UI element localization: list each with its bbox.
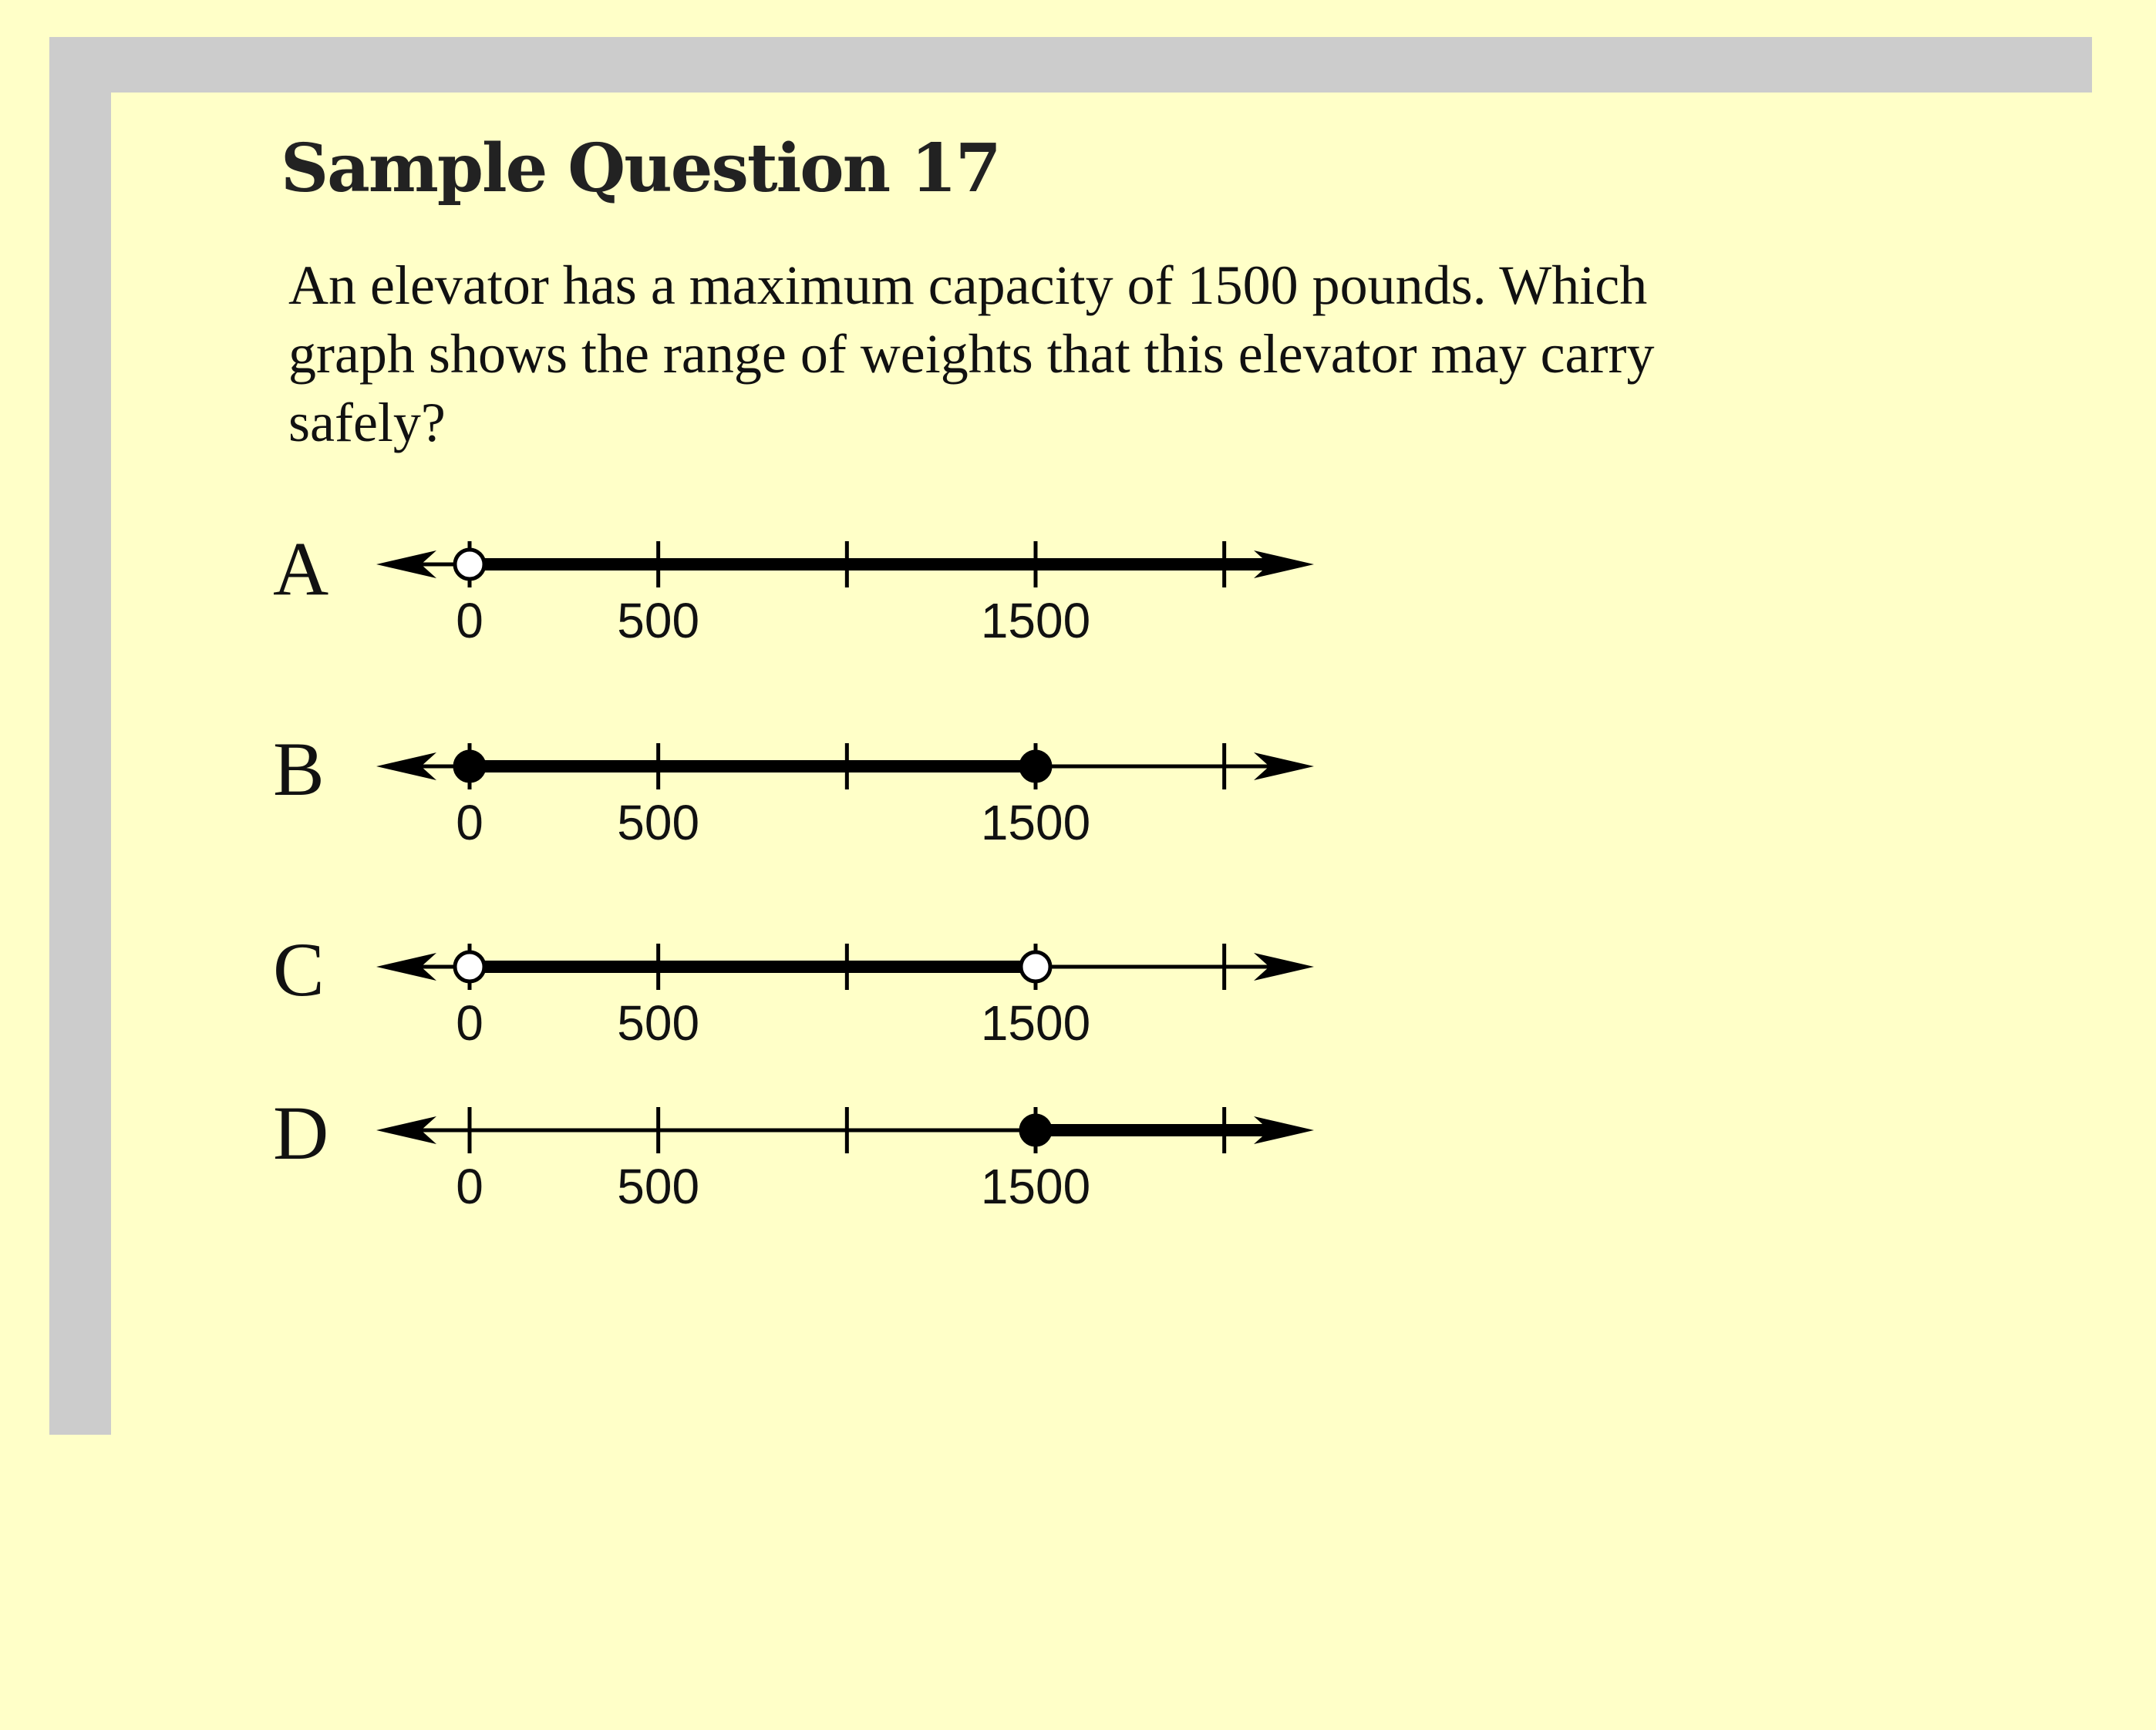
line-b-start-point [455,752,484,781]
line-d-label-500: 500 [617,1159,700,1214]
line-a-label-500: 500 [617,593,700,648]
line-d-label-1500: 1500 [980,1159,1091,1214]
line-a-label-0: 0 [456,593,483,648]
line-a-label-1500: 1500 [980,593,1091,648]
question-text: An elevator has a maximum capacity of 1500 pounds. Which graph shows the range of weights that this elevator may carry safely? [288,254,1655,453]
line-b-end-point [1021,752,1050,781]
line-a-start-point [455,550,484,579]
choice-a-label[interactable]: A [273,526,329,611]
line-b-label-0: 0 [456,795,483,850]
line-c-label-0: 0 [456,995,483,1051]
line-c-end-point [1021,952,1050,981]
choice-c-label[interactable]: C [273,927,325,1012]
line-b-label-1500: 1500 [980,795,1091,850]
line-c-label-500: 500 [617,995,700,1051]
question-title: Sample Question 17 [281,130,1000,207]
choice-d-label[interactable]: D [273,1090,329,1176]
line-d-label-0: 0 [456,1159,483,1214]
line-c-start-point [455,952,484,981]
choice-b-label[interactable]: B [273,726,325,812]
line-d-start-point [1021,1116,1050,1145]
line-b-label-500: 500 [617,795,700,850]
line-c-label-1500: 1500 [980,995,1091,1051]
